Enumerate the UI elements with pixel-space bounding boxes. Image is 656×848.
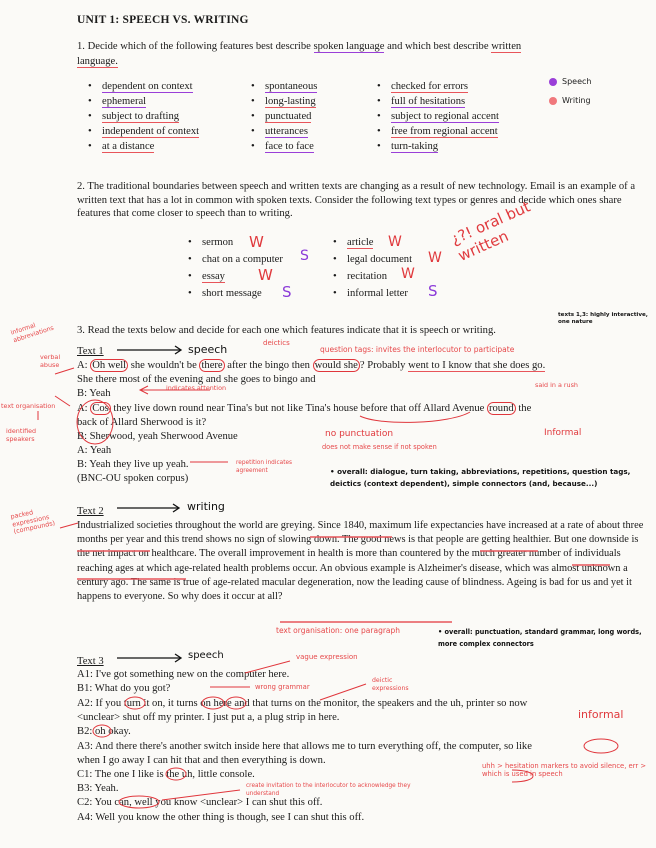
informal-abbrev-note: informal abbreviations — [10, 322, 55, 344]
list-item-text: spontaneous — [265, 81, 318, 92]
q1-prompt-cont — [77, 55, 118, 68]
oral-but-written-note: ¿?! oral but written — [448, 197, 534, 265]
text3-line: A4: Well you know the other thing is though, see I can shut this off. — [77, 812, 365, 823]
list-item-text: independent of context — [102, 126, 200, 137]
text1-would-she: would she — [314, 360, 358, 371]
q1-list-col1 — [86, 80, 199, 155]
list-item — [331, 287, 412, 304]
circle-so-like — [584, 739, 618, 753]
text3-line: C2: You can, well you know <unclear> I can shut this off. — [77, 797, 323, 808]
wrong-grammar-note: wrong grammar — [255, 683, 310, 691]
list-item — [375, 80, 499, 95]
legend-item-speech — [549, 77, 591, 96]
text1-line: back of Allard Sherwood is it? — [77, 417, 207, 428]
legend-swatch — [549, 97, 557, 105]
overall-note-1: • overall: dialogue, turn taking, abbreviations, repetitions, question tags, deictics (context dependent), simple connectors (and, because...) — [330, 467, 631, 488]
informal-note-3: informal — [578, 708, 624, 721]
list-item — [86, 110, 199, 125]
q1-prompt-text-2: and which best describe — [384, 41, 492, 52]
list-item — [249, 125, 317, 140]
list-item — [86, 80, 199, 95]
list-item-text: recitation — [347, 271, 388, 282]
list-item-text: checked for errors — [391, 81, 469, 92]
text1-line: She there most of the evening and she goes to bingo and — [77, 374, 316, 385]
text1-line: A: Oh well she wouldn't be there after the bingo then would she ? Probably went to I know that she does go. — [77, 360, 546, 371]
no-punctuation-note: no punctuation — [325, 429, 394, 439]
text3-line: B2: oh okay. — [77, 726, 131, 737]
uhh-err-note: uhh > hesitation markers to avoid silence, err > which is used in speech — [482, 762, 647, 778]
indicates-attention-note: indicates attention — [166, 384, 227, 392]
list-item — [331, 270, 412, 287]
list-item — [86, 125, 199, 140]
text1-line: A: Cos they live down round near Tina's but not like Tina's house before that off Allard Avenue round the — [77, 403, 532, 414]
mark-essay: W — [258, 266, 273, 284]
list-item — [86, 95, 199, 110]
list-item-text: subject to drafting — [102, 111, 180, 122]
list-item-text: informal letter — [347, 288, 408, 299]
list-item-text: ephemeral — [102, 96, 147, 107]
q1-prompt — [77, 40, 521, 53]
list-item — [249, 95, 317, 110]
text1-line: B: Yeah they live up yeah. — [77, 459, 189, 470]
q1-list-col2 — [249, 80, 317, 155]
list-item-text: utterances — [265, 126, 308, 137]
list-item — [375, 110, 499, 125]
text1-label: Text 1 — [77, 346, 104, 357]
list-item-text: dependent on context — [102, 81, 193, 92]
mark-chat: S — [300, 248, 309, 264]
list-item — [186, 287, 283, 304]
text1-round: round — [488, 403, 514, 414]
q1-written: written — [491, 41, 522, 52]
q2-paragraph: 2. The traditional boundaries between speech and written texts are changing as a result of new technology. Email is an example of a written text that has a lot in common with spoken texts. Consider the following text types or genres and decide which ones share features that come closer to speech than to writing. — [77, 181, 636, 219]
create-invitation-note: create invitation to the interlocutor to acknowledge they understand — [246, 783, 411, 797]
writing-annotation-2: writing — [187, 500, 225, 513]
text3-line: A2: If you turn it on, it turns on here and that turns on the monitor, the speakers and the uh, printer so now — [77, 698, 528, 709]
list-item — [375, 140, 499, 155]
text3-line: B3: Yeah. — [77, 783, 119, 794]
texts-highly-note: texts 1,3: highly interactive, one nature — [558, 312, 648, 325]
text2-paragraph: Industrialized societies throughout the world are greying. Since 1840, maximum life expectancies have increased at a rate of about three months per year and this trend shows no sign of slowing down. The good news is that people are getting healthier. But one downside is the net impact on healthcare. The overall improvement in health is more than countered by the much greater number of individuals reaching ages at which age-related health problems occur. An obvious example is Alzheimer's disease, which was almost unknown a century ago. The same is true of age-related macular degeneration, now the leading cause of blindness. Ageing is bad for us and yet it happens to everyone. So why does it occur at all? — [77, 520, 644, 603]
text3-line: B1: What do you got? — [77, 683, 171, 694]
unit-title: UNIT 1: SPEECH VS. WRITING — [77, 14, 249, 26]
text3-line: when I go away I can hit that and then everything is down. — [77, 755, 326, 766]
text3-line: <unclear> shut off my printer. I just put a, a plug strip in here. — [77, 712, 340, 723]
vague-expression-note: vague expression — [296, 653, 358, 661]
q1-list-col3 — [375, 80, 499, 155]
list-item-text: sermon — [202, 237, 234, 248]
list-item-text: free from regional accent — [391, 126, 498, 137]
list-item — [249, 110, 317, 125]
legend-item-writing — [549, 96, 591, 105]
mark-legal: W — [428, 250, 442, 266]
text1-line: B: Yeah — [77, 388, 111, 399]
informal-note-1: Informal — [544, 428, 582, 438]
text1-oh-well: Oh well — [92, 360, 127, 371]
deictics-note: deictics — [263, 339, 290, 347]
list-item-text: chat on a computer — [202, 254, 283, 265]
list-item — [249, 80, 317, 95]
q1-language: language. — [77, 56, 118, 67]
list-item-text: full of hesitations — [391, 96, 466, 107]
list-item — [331, 253, 412, 270]
text3-label: Text 3 — [77, 656, 104, 667]
speech-annotation-1: speech — [188, 343, 228, 356]
list-item — [86, 140, 199, 155]
no-punctuation-sub-note: does not make sense if not spoken — [322, 443, 437, 451]
legend-swatch — [549, 78, 557, 86]
text1-line: B: Sherwood, yeah Sherwood Avenue — [77, 431, 238, 442]
text1-there: there — [201, 360, 223, 371]
arrow-head — [175, 654, 181, 662]
annotation-arrow — [55, 396, 70, 406]
list-item-text: subject to regional accent — [391, 111, 499, 122]
arrow-head — [175, 346, 181, 354]
deictic-expressions-note: deictic expressions — [372, 677, 409, 692]
packed-expressions-note: packed expressions (compounds) — [9, 508, 56, 536]
list-item — [375, 125, 499, 140]
text3-line: A1: I've got something new on the computer here. — [77, 669, 290, 680]
text3-line: A3: And there there's another switch inside here that allows me to turn everything off, the computer, so like — [77, 741, 532, 752]
text1-source: (BNC-OU spoken corpus) — [77, 473, 189, 484]
question-tags-note: question tags: invites the interlocutor to participate — [320, 345, 515, 354]
list-item-text: long-lasting — [265, 96, 316, 107]
legend-label: Speech — [562, 77, 592, 86]
list-item-text: at a distance — [102, 141, 155, 152]
text-org-one-paragraph-note: text organisation: one paragraph — [276, 626, 401, 635]
text1-cos: Cos — [92, 403, 109, 414]
mark-sermon: W — [249, 233, 264, 251]
legend-label: Writing — [562, 96, 591, 105]
repetition-note: repetition indicates agreement — [236, 460, 293, 474]
text2-label: Text 2 — [77, 506, 104, 517]
text-org-note: text organisation — [1, 402, 56, 410]
q1-spoken-language: spoken language — [313, 41, 385, 52]
mark-recitation: W — [401, 266, 415, 282]
text1-went: went to I know that she does go. — [408, 360, 546, 371]
verbal-abuse-note: verbal abuse — [40, 353, 61, 369]
mark-article: W — [388, 234, 402, 250]
legend — [549, 77, 591, 105]
q1-prompt-text: 1. Decide which of the following features best describe — [77, 41, 314, 52]
list-item-text: article — [347, 237, 374, 248]
text1-line: A: Yeah — [77, 445, 112, 456]
list-item-text: punctuated — [265, 111, 312, 122]
arrow-head — [173, 504, 179, 512]
text3-line: C1: The one I like is the uh, little console. — [77, 769, 255, 780]
list-item-text: short message — [202, 288, 262, 299]
list-item-text: legal document — [347, 254, 413, 265]
mark-informal-letter: S — [428, 282, 438, 300]
speech-annotation-3: speech — [188, 650, 224, 661]
list-item-text: face to face — [265, 141, 314, 152]
list-item — [249, 140, 317, 155]
list-item — [375, 95, 499, 110]
mark-short-message: S — [282, 283, 292, 301]
said-in-rush-note: said in a rush — [535, 381, 578, 389]
list-item-text: turn-taking — [391, 141, 439, 152]
identified-speakers-note: identified speakers — [6, 427, 37, 443]
annotation-arrow-head — [140, 386, 148, 394]
overall-note-2: • overall: punctuation, standard grammar, long words, more complex connectors — [438, 628, 642, 648]
q3-prompt: 3. Read the texts below and decide for each one which features indicate that it is speech or writing. — [77, 325, 496, 336]
list-item-text: essay — [202, 271, 225, 282]
annotation-arrow — [60, 523, 78, 528]
list-item — [186, 236, 283, 253]
